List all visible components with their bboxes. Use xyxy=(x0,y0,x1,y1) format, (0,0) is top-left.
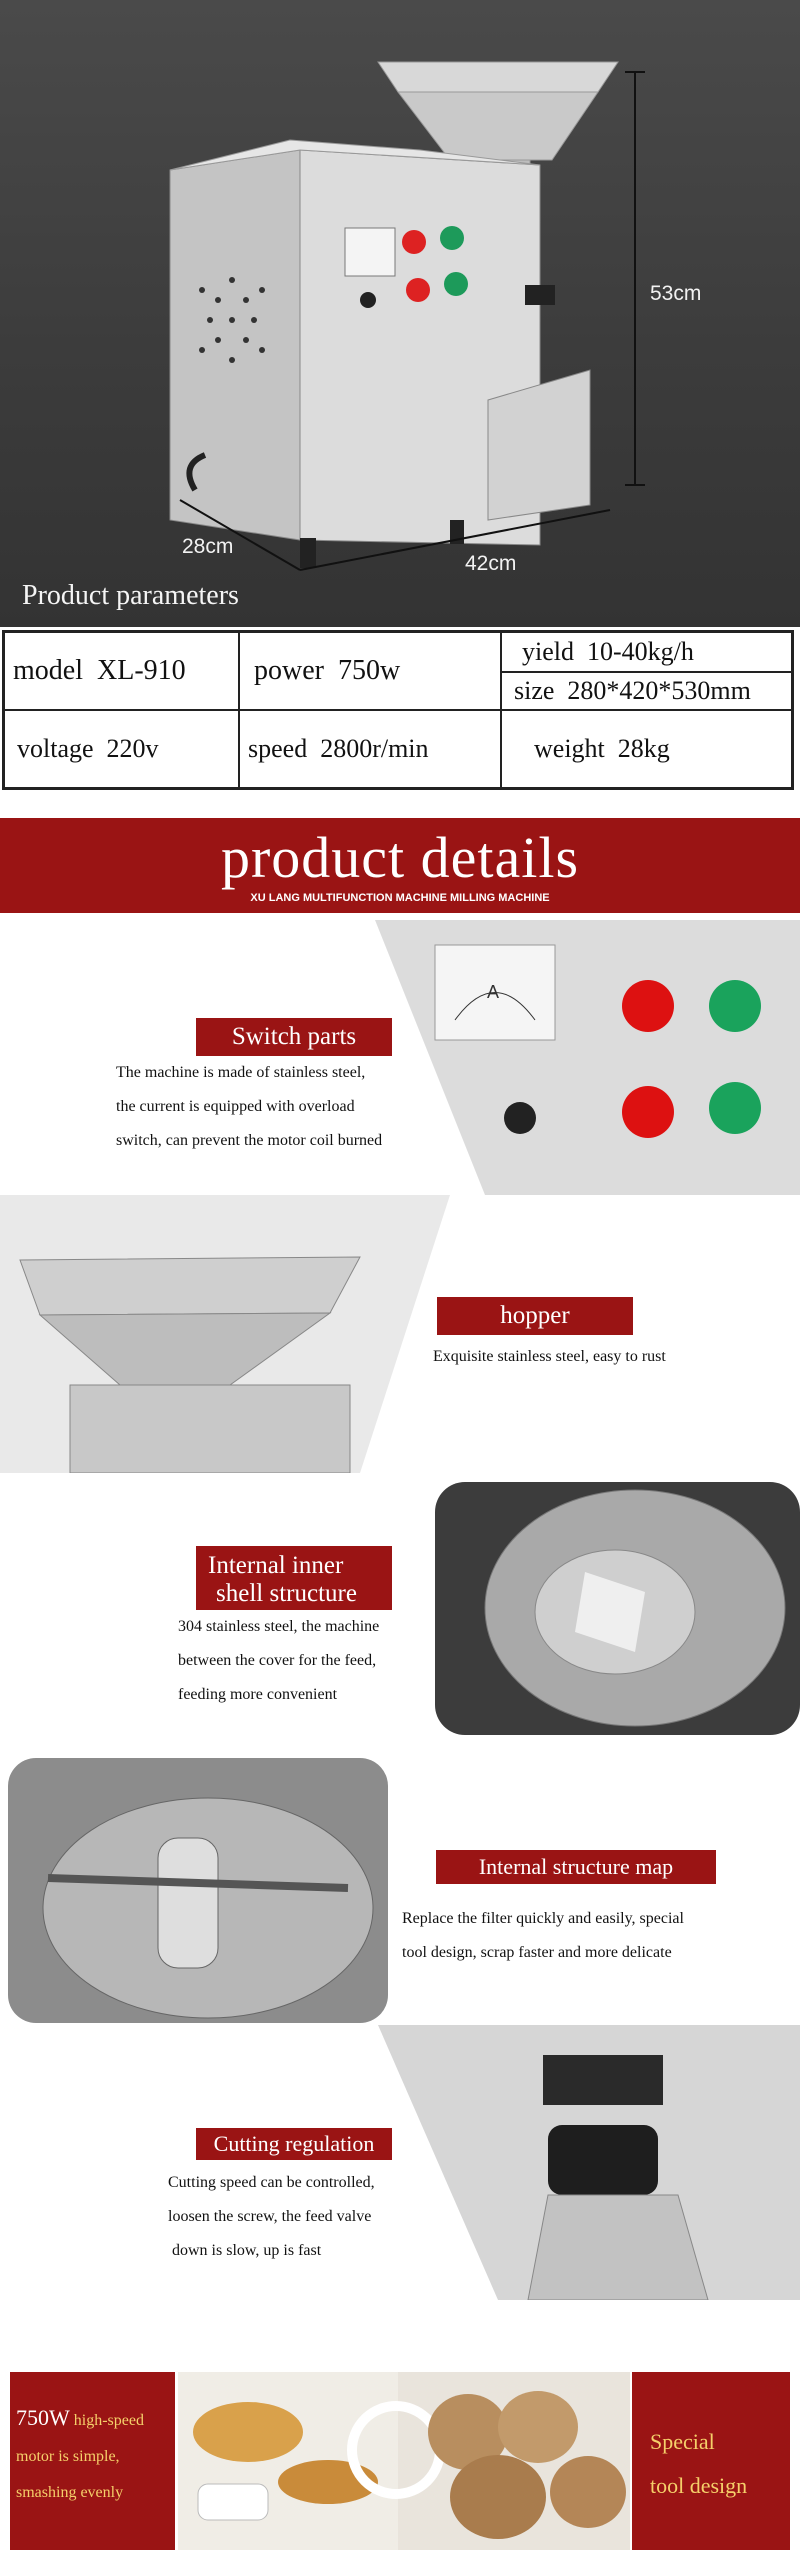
height-dimension: 53cm xyxy=(650,282,702,305)
feature-line: Exquisite stainless steel, easy to rust xyxy=(433,1348,666,1365)
feature-line: between the cover for the feed, xyxy=(178,1652,377,1669)
feature-line: The machine is made of stainless steel, xyxy=(116,1064,366,1081)
hopper-photo xyxy=(0,1195,450,1473)
feature-title-switch-parts: Switch parts xyxy=(196,1018,392,1056)
banner-title: product details xyxy=(220,825,580,890)
param-label: size xyxy=(514,676,555,705)
feature-text-cutting-regulation xyxy=(168,2166,448,2268)
tool-design-callout xyxy=(632,2372,790,2550)
feature-text-internal-structure xyxy=(402,1902,792,1970)
feature-title-hopper: hopper xyxy=(437,1297,633,1335)
banner-subtitle: XU LANG MULTIFUNCTION MACHINE MILLING MACHINE xyxy=(250,892,550,904)
feature-line: feeding more convenient xyxy=(178,1686,338,1703)
tool-design-line-1: Special xyxy=(650,2429,715,2454)
feature-title-line: Internal inner xyxy=(208,1552,344,1579)
tool-design-line-2: tool design xyxy=(650,2473,748,2498)
feature-line: down is slow, up is fast xyxy=(168,2242,322,2259)
motor-power-highlight: 750W xyxy=(16,2405,70,2430)
param-value: XL-910 xyxy=(97,655,186,686)
param-size xyxy=(501,672,792,710)
product-details-banner xyxy=(0,818,800,913)
depth-dimension: 28cm xyxy=(182,535,234,558)
feature-text-hopper xyxy=(433,1340,773,1374)
param-label: voltage xyxy=(17,734,94,763)
feature-text-inner-shell xyxy=(178,1610,438,1712)
param-value: 2800r/min xyxy=(320,734,429,763)
motor-line-1-rest: high-speed xyxy=(73,2412,144,2429)
param-weight xyxy=(501,710,792,788)
food-photo xyxy=(178,2372,630,2550)
parameters-table xyxy=(2,630,794,790)
param-speed xyxy=(239,710,501,788)
feature-line: Replace the filter quickly and easily, special xyxy=(402,1910,684,1927)
feature-line: tool design, scrap faster and more delicate xyxy=(402,1944,672,1961)
width-dimension: 42cm xyxy=(465,552,517,575)
inner-shell-photo xyxy=(435,1482,800,1735)
feature-line: loosen the screw, the feed valve xyxy=(168,2208,372,2225)
motor-line-1 xyxy=(16,2400,144,2439)
param-label: yield xyxy=(522,637,574,666)
feature-text-switch-parts xyxy=(116,1056,456,1158)
section-caption: Product parameters xyxy=(22,580,239,611)
feature-title-line: shell structure xyxy=(216,1579,357,1607)
machine-illustration xyxy=(0,0,800,627)
feature-title-inner-shell xyxy=(196,1546,392,1610)
param-value: 750w xyxy=(337,655,401,686)
param-value: 280*420*530mm xyxy=(567,676,751,705)
feature-line: Cutting speed can be controlled, xyxy=(168,2174,375,2191)
feature-line: the current is equipped with overload xyxy=(116,1098,355,1115)
param-label: speed xyxy=(248,734,308,763)
param-value: 28kg xyxy=(617,734,670,763)
param-label: weight xyxy=(534,734,605,763)
svg-text:A: A xyxy=(487,982,500,1002)
param-value: 10-40kg/h xyxy=(587,637,694,666)
param-label: power xyxy=(254,655,324,686)
param-yield xyxy=(501,632,792,672)
motor-line-3: smashing evenly xyxy=(16,2484,124,2501)
param-voltage xyxy=(4,710,239,788)
feature-title-internal-structure: Internal structure map xyxy=(436,1850,716,1884)
feature-line: 304 stainless steel, the machine xyxy=(178,1618,380,1635)
param-label: model xyxy=(13,655,83,686)
motor-line-2: motor is simple, xyxy=(16,2448,120,2465)
feature-line: switch, can prevent the motor coil burned xyxy=(116,1132,383,1149)
param-value: 220v xyxy=(106,734,159,763)
motor-callout xyxy=(10,2372,175,2550)
param-model xyxy=(4,632,239,710)
param-power xyxy=(239,632,501,710)
bottom-strip xyxy=(0,2372,800,2552)
feature-title-cutting-regulation: Cutting regulation xyxy=(196,2128,392,2160)
internal-structure-photo xyxy=(8,1758,388,2023)
product-hero xyxy=(0,0,800,627)
